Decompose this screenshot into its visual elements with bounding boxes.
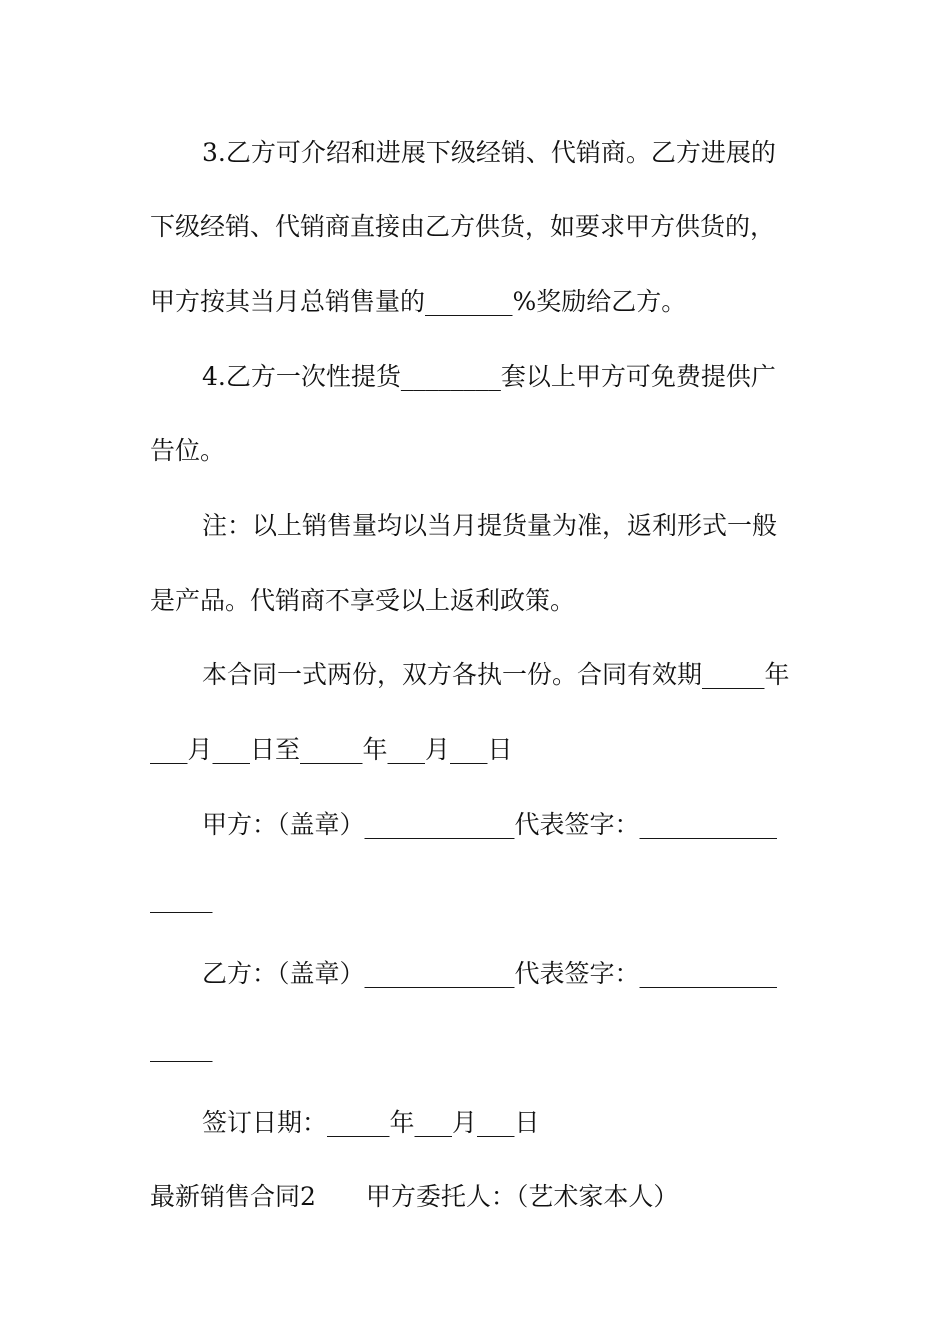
validity-line-1: 本合同一式两份，双方各执一份。合同有效期_____年	[202, 660, 790, 689]
clause-4-line-2: 告位。	[150, 436, 226, 465]
clause-4-line-1: 4.乙方一次性提货________套以上甲方可免费提供广	[202, 362, 776, 391]
party-b-signature-line: 乙方：（盖章）____________代表签字：___________	[202, 959, 778, 988]
clause-3-line-3: 甲方按其当月总销售量的_______%奖励给乙方。	[150, 287, 687, 316]
party-b-signature-line-continued: _____	[150, 1033, 213, 1062]
signing-date-line: 签订日期：_____年___月___日	[202, 1108, 540, 1137]
party-a-signature-line: 甲方：（盖章）____________代表签字：___________	[202, 810, 778, 839]
clause-3-line-2: 下级经销、代销商直接由乙方供货，如要求甲方供货的，	[150, 212, 776, 241]
validity-line-2: ___月___日至_____年___月___日	[150, 735, 513, 764]
next-contract-heading: 最新销售合同2 甲方委托人：（艺术家本人）	[150, 1182, 679, 1211]
note-line-2: 是产品。代销商不享受以上返利政策。	[150, 586, 576, 615]
clause-3-line-1: 3.乙方可介绍和进展下级经销、代销商。乙方进展的	[202, 138, 776, 167]
party-a-signature-line-continued: _____	[150, 884, 213, 913]
note-line-1: 注：以上销售量均以当月提货量为准，返利形式一般	[202, 511, 778, 540]
